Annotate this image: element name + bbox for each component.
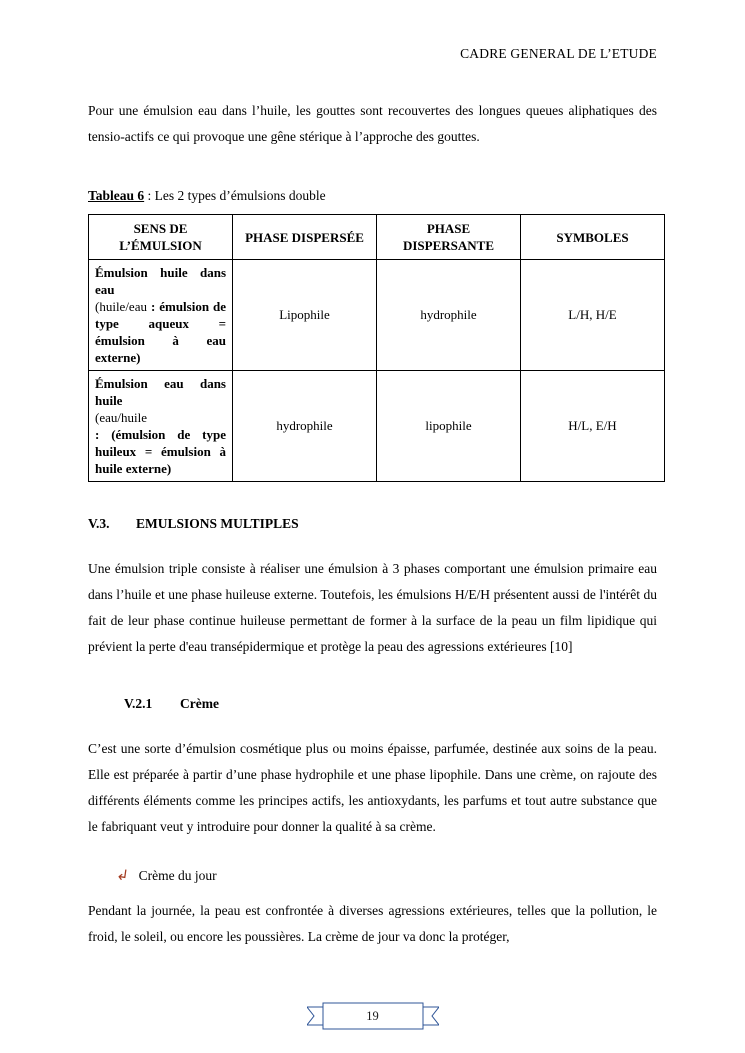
section-heading <box>88 516 657 532</box>
table-header-cell-sens: SENS DE L’ÉMULSION <box>89 215 233 260</box>
page-number-ribbon <box>307 1001 439 1031</box>
row-dispersante-value: lipophile <box>377 371 521 482</box>
subsection-heading <box>88 696 657 712</box>
arrow-marker-icon: ↲ <box>115 866 130 885</box>
row-label-bold-primary: Émulsion huile dans eau <box>95 265 226 297</box>
row-label-huile-dans-eau <box>89 260 233 371</box>
table-caption-label: Tableau 6 <box>88 188 145 203</box>
subsection-paragraph: C’est une sorte d’émulsion cosmétique plus ou moins épaisse, parfumée, destinée aux soins de la peau. Elle est préparée à partir d’une phase hydrophile et une phase lipophile. Dans une crème, on rajoute des différents éléments comme les principes actifs, les antioxydants, les parfums et tout autre substance que le fabriquant veut y introduire pour donner la qualité à sa crème. <box>88 741 657 834</box>
row-dispersee-value: Lipophile <box>233 260 377 371</box>
subsection-number: V.2.1 <box>124 696 153 711</box>
row-label-bold-secondary: : (émulsion de type huileux = émulsion à huile externe) <box>95 427 226 476</box>
section-title: EMULSIONS MULTIPLES <box>136 516 299 531</box>
row-label-bold-secondary: : émulsion de type aqueux = émulsion à eau externe) <box>95 299 227 365</box>
table-header-cell-dispersee: PHASE DISPERSÉE <box>233 215 377 260</box>
row-dispersante-value: hydrophile <box>377 260 521 371</box>
row-symboles-value: H/L, E/H <box>521 371 665 482</box>
table-header-cell-symboles: SYMBOLES <box>521 215 665 260</box>
table-row <box>89 371 665 482</box>
section-paragraph: Une émulsion triple consiste à réaliser une émulsion à 3 phases comportant une émulsion primaire eau dans l’huile et une phase huileuse externe. Toutefois, les émulsions H/E/H présentent aussi de l'intérêt du fait de leur phase continue huileuse permettant de former à la surface de la peau un film lipidique qui prévient la perte d'eau transépidermique et protège la peau des agressions extérieures [10] <box>88 561 657 654</box>
table-row <box>89 260 665 371</box>
subsection-title: Crème <box>180 696 219 711</box>
bullet-paragraph: Pendant la journée, la peau est confrontée à diverses agressions extérieures, telles que la pollution, le froid, le soleil, ou encore les poussières. La crème de jour va donc la protéger, <box>88 903 657 944</box>
bullet-title: Crème du jour <box>138 868 217 883</box>
row-label-normal: (huile/eau <box>95 299 151 314</box>
row-label-bold-primary: Émulsion eau dans huile <box>95 376 226 408</box>
row-label-normal: (eau/huile <box>95 410 147 425</box>
emulsion-types-table <box>88 214 665 482</box>
intro-paragraph: Pour une émulsion eau dans l’huile, les gouttes sont recouvertes des longues queues aliphatiques des tensio-actifs ce qui provoque une gêne stérique à l’approche des gouttes. <box>88 103 657 144</box>
section-number: V.3. <box>88 516 110 531</box>
table-header-cell-dispersante: PHASE DISPERSANTE <box>377 215 521 260</box>
page-number: 19 <box>366 1008 379 1023</box>
table-header-row <box>89 215 665 260</box>
page-footer <box>0 1001 745 1031</box>
table-caption <box>88 188 657 204</box>
row-symboles-value: L/H, H/E <box>521 260 665 371</box>
table-caption-text: : Les 2 types d’émulsions double <box>144 188 326 203</box>
bullet-item <box>88 868 657 884</box>
page-header: CADRE GENERAL DE L’ETUDE <box>460 46 657 61</box>
row-label-eau-dans-huile <box>89 371 233 482</box>
row-dispersee-value: hydrophile <box>233 371 377 482</box>
